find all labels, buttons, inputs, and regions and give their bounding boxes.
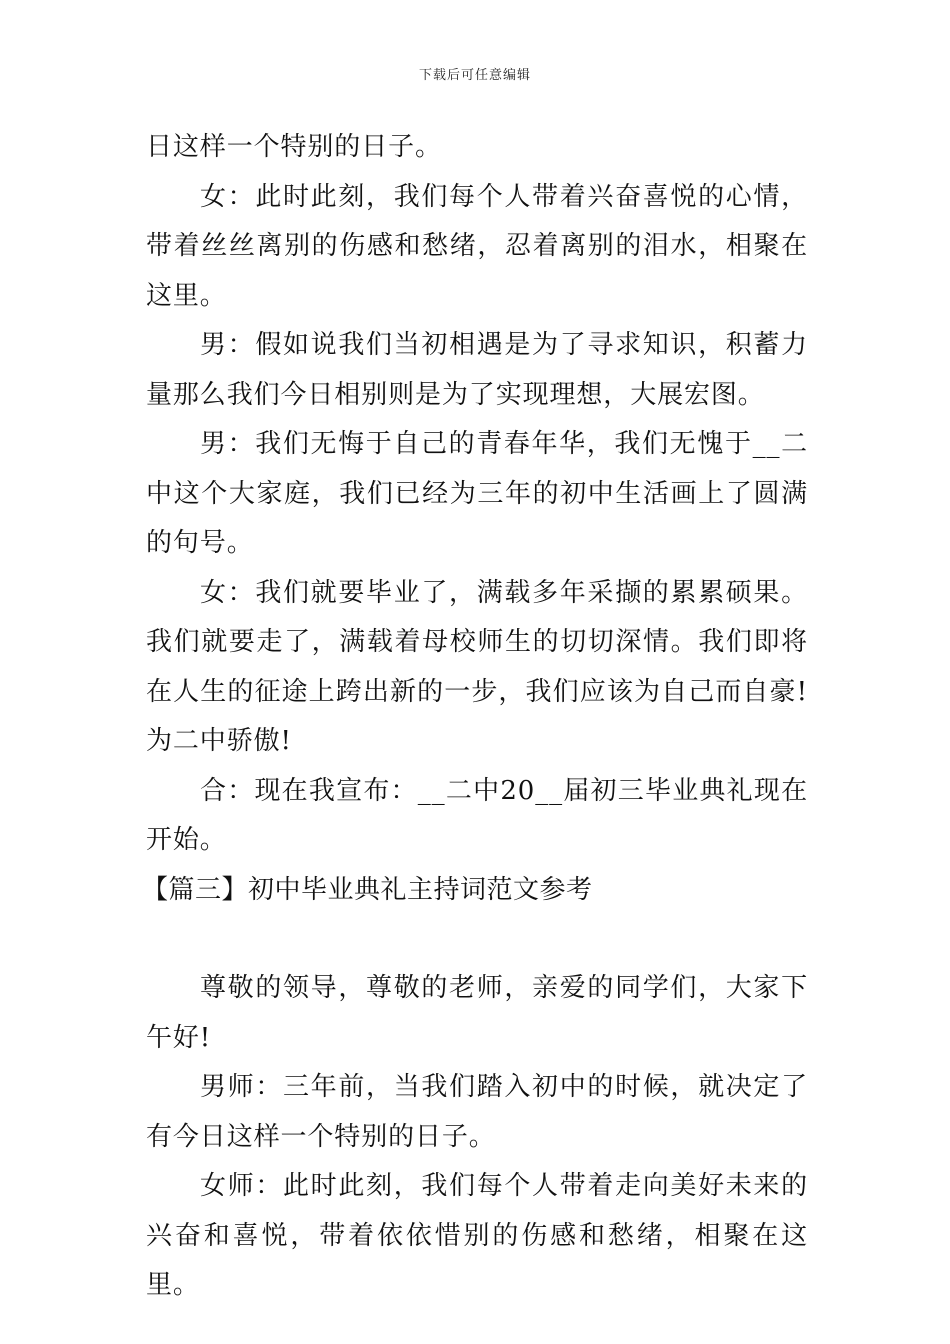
paragraph-female-2: 女：我们就要毕业了，满载多年采撷的累累硕果。我们就要走了，满载着母校师生的切切深情。我们即将在人生的征途上跨出新的一步，我们应该为自己而自豪!为二中骄傲! — [146, 577, 808, 756]
page-header: 下载后可任意编辑 — [418, 68, 531, 83]
paragraph-female-1: 女：此时此刻，我们每个人带着兴奋喜悦的心情，带着丝丝离别的伤感和愁绪，忍着离别的泪水，相聚在这里。 — [146, 181, 808, 311]
paragraph-male-1: 男：假如说我们当初相遇是为了寻求知识，积蓄力量那么我们今日相别则是为了实现理想，大展宏图。 — [146, 330, 808, 410]
paragraph-male-teacher: 男师：三年前，当我们踏入初中的时候，就决定了有今日这样一个特别的日子。 — [146, 1072, 808, 1152]
paragraph-together: 合：现在我宣布：__二中20__届初三毕业典礼现在开始。 — [146, 775, 808, 855]
paragraph-continuation: 日这样一个特别的日子。 — [146, 132, 442, 162]
paragraph-female-teacher: 女师：此时此刻，我们每个人带着走向美好未来的兴奋和喜悦，带着依依惜别的伤感和愁绪，相聚在这里。 — [146, 1171, 808, 1300]
paragraph-male-2: 男：我们无悔于自己的青春年华，我们无愧于__二中这个大家庭，我们已经为三年的初中生活画上了圆满的句号。 — [146, 429, 808, 558]
section-heading: 【篇三】初中毕业典礼主持词范文参考 — [142, 874, 593, 905]
document-body — [142, 123, 808, 1311]
section-spacer — [146, 915, 808, 964]
paragraph-greeting: 尊敬的领导，尊敬的老师，亲爱的同学们，大家下午好! — [146, 973, 808, 1053]
